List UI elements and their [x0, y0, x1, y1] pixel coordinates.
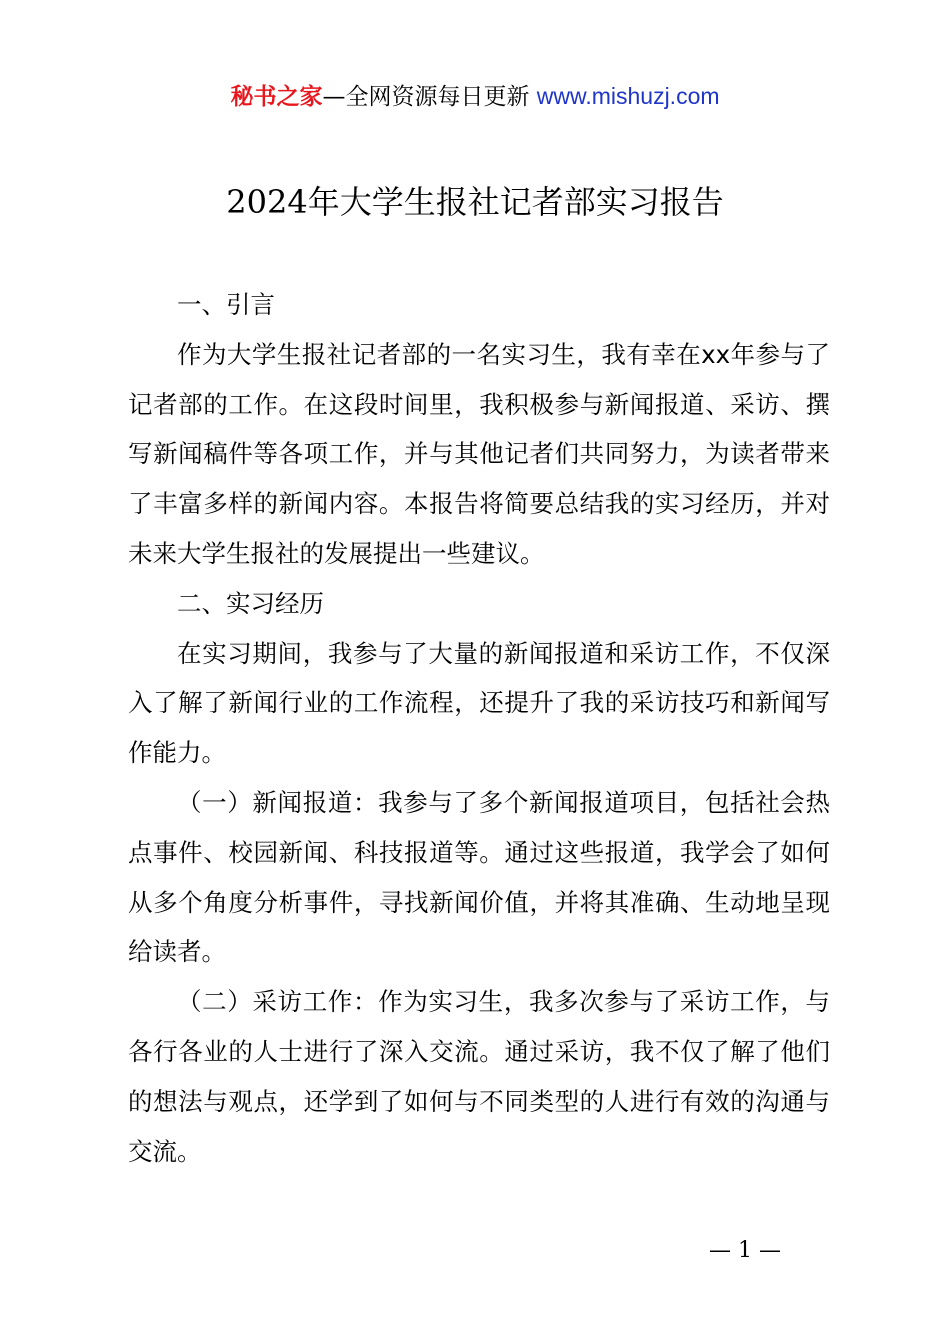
brand-name: 秘书之家: [230, 84, 323, 110]
document-title: 2024年大学生报社记者部实习报告: [226, 183, 724, 221]
site-header: [0, 80, 950, 113]
section-heading-experience: 二、实习经历: [177, 588, 324, 618]
document-body: [128, 280, 830, 1176]
header-tagline: —全网资源每日更新: [322, 84, 530, 110]
section-heading-intro: 一、引言: [177, 290, 275, 319]
paragraph-news-reporting: （一）新闻报道：我参与了多个新闻报道项目，包括社会热点事件、校园新闻、科技报道等。通过这些报道，我学会了如何从多个角度分析事件，寻找新闻价值，并将其准确、生动地呈现给读者。: [128, 787, 830, 967]
page-number: — 1 —: [709, 1238, 781, 1263]
paragraph-interview-work: （二）采访工作：作为实习生，我多次参与了采访工作，与各行各业的人士进行了深入交流。通过采访，我不仅了解了他们的想法与观点，还学到了如何与不同类型的人进行有效的沟通与交流。: [128, 987, 830, 1166]
site-url-link[interactable]: www.mishuzj.com: [536, 83, 720, 109]
paragraph-intro: 作为大学生报社记者部的一名实习生，我有幸在xx年参与了记者部的工作。在这段时间里，我积极参与新闻报道、采访、撰写新闻稿件等各项工作，并与其他记者们共同努力，为读者带来了丰富多样的新闻内容。本报告将简要总结我的实习经历，并对未来大学生报社的发展提出一些建议。: [128, 339, 830, 568]
paragraph-experience: 在实习期间，我参与了大量的新闻报道和采访工作，不仅深入了解了新闻行业的工作流程，还提升了我的采访技巧和新闻写作能力。: [128, 638, 830, 768]
